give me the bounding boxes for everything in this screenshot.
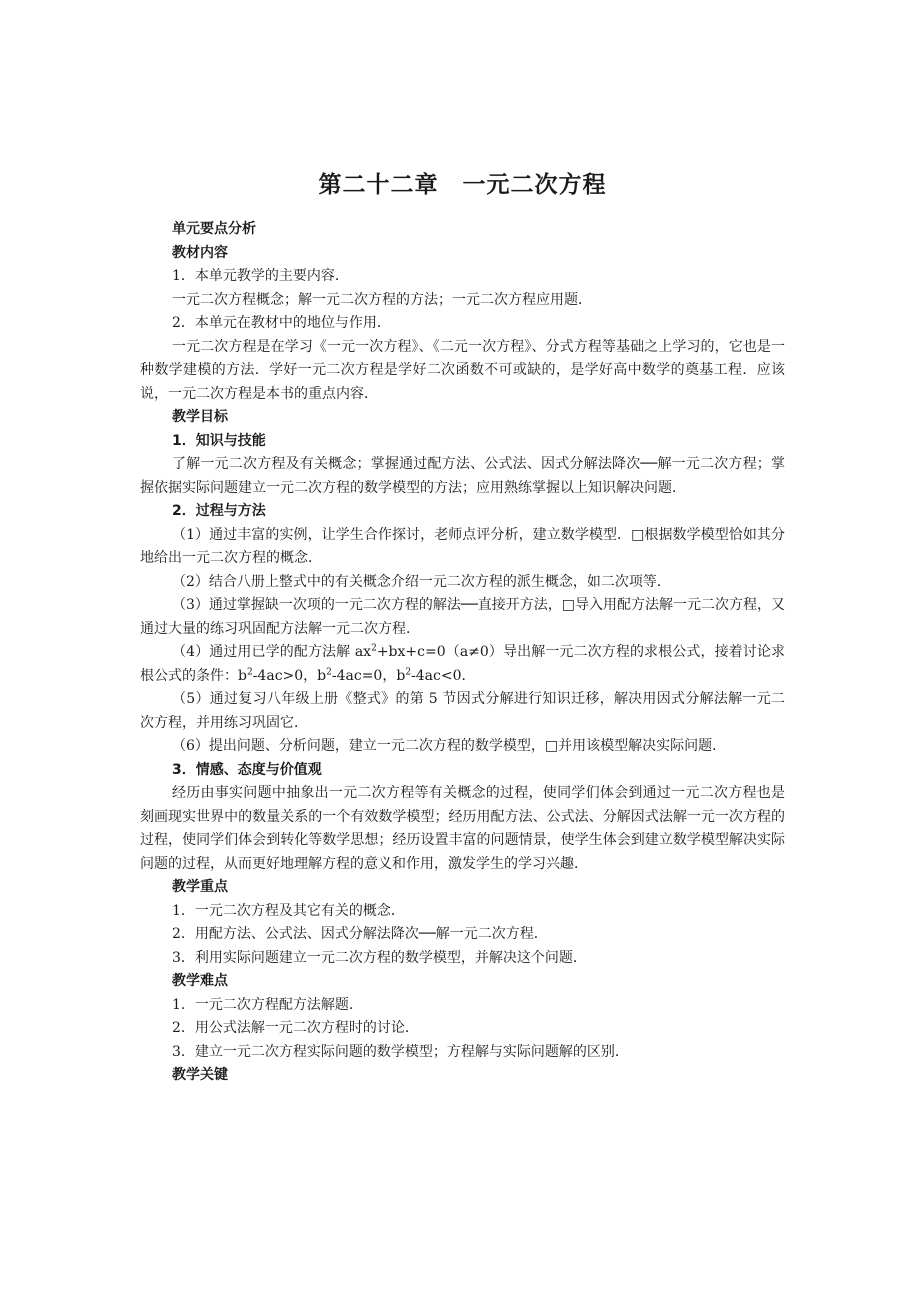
key-point-2: 2．用配方法、公式法、因式分解法降次──解一元二次方程．: [172, 926, 548, 942]
goal-2-paragraph-6: （6）提出问题、分析问题，建立一元二次方程的数学模型，□并用该模型解决实际问题．: [172, 738, 727, 754]
goal-2-p4-part-a: （4）通过用已学的配方法解 ax: [172, 644, 372, 660]
difficult-points-heading: 教学难点: [172, 973, 228, 989]
goal-2-p4-part-c: -4ac>0，b: [252, 667, 327, 684]
document-body: [140, 168, 785, 1088]
difficult-point-2: 2．用公式法解一元二次方程时的讨论．: [172, 1020, 419, 1036]
content-item-1-text: 一元二次方程概念；解一元二次方程的方法；一元二次方程应用题．: [172, 291, 592, 308]
content-item-2: 2．本单元在教材中的地位与作用．: [172, 315, 391, 331]
goal-3-heading: 3．情感、态度与价值观: [172, 761, 322, 778]
goal-2-paragraph-4: [140, 641, 785, 688]
chapter-title: 第二十二章 一元二次方程: [318, 172, 607, 198]
crux-heading: 教学关键: [172, 1067, 228, 1083]
difficult-point-3: 3．建立一元二次方程实际问题的数学模型；方程解与实际问题解的区别．: [172, 1043, 629, 1060]
key-points-heading: 教学重点: [172, 879, 228, 895]
goal-2-heading: 2．过程与方法: [172, 503, 266, 519]
goal-2-paragraph-2: （2）结合八册上整式中的有关概念介绍一元二次方程的派生概念，如二次项等．: [172, 573, 671, 590]
content-item-2-text: 一元二次方程是在学习《一元一次方程》、《二元一次方程》、分式方程等基础之上学习的，它也是一种数学建模的方法．学好一元二次方程是学好二次函数不可或缺的，是学好高中数学的奠基工程．应该说，一元二次方程是本书的重点内容．: [140, 338, 785, 402]
goal-2-p4-part-d: -4ac=0，b: [331, 667, 406, 684]
unit-analysis-heading: 单元要点分析: [172, 221, 256, 237]
superscript-2: 2: [371, 643, 377, 654]
superscript-2: 2: [326, 666, 332, 677]
goal-2-paragraph-1: （1）通过丰富的实例，让学生合作探讨，老师点评分析，建立数学模型．□根据数学模型恰如其分地给出一元二次方程的概念．: [140, 526, 785, 566]
content-heading: 教材内容: [172, 244, 228, 261]
goal-3-text: 经历由事实问题中抽象出一元二次方程等有关概念的过程，使同学们体会到通过一元二次方程也是刻画现实世界中的数量关系的一个有效数学模型；经历用配方法、公式法、分解因式法解一元一次方程的过程，使同学们体会到转化等数学思想；经历设置丰富的问题情景，使学生体会到建立数学模型解决实际问题的过程，从而更好地理解方程的意义和作用，激发学生的学习兴趣．: [140, 785, 785, 872]
goal-2-paragraph-5: （5）通过复习八年级上册《整式》的第 5 节因式分解进行知识迁移，解决用因式分解法解一元二次方程，并用练习巩固它．: [140, 691, 785, 731]
key-point-1: 1．一元二次方程及其它有关的概念．: [172, 902, 405, 919]
goal-1-text: 了解一元二次方程及有关概念；掌握通过配方法、公式法、因式分解法降次──解一元二次方程；掌握依据实际问题建立一元二次方程的数学模型的方法；应用熟练掌握以上知识解决问题．: [140, 456, 785, 496]
goals-heading: 教学目标: [172, 409, 228, 425]
superscript-2: 2: [246, 666, 253, 677]
superscript-2: 2: [405, 666, 412, 677]
goal-2-paragraph-3: （3）通过掌握缺一次项的一元二次方程的解法──直接开方法，□导入用配方法解一元二次方程，又通过大量的练习巩固配方法解一元二次方程．: [140, 597, 785, 637]
key-point-3: 3．利用实际问题建立一元二次方程的数学模型，并解决这个问题．: [172, 949, 587, 966]
goal-1-heading: 1．知识与技能: [172, 432, 266, 449]
goal-2-p4-part-e: -4ac<0．: [411, 667, 476, 684]
goal-2-p4-part-b: +bx+c=0（a≠0）导出解一元二次方程的求根公式，接着讨论求根公式的条件：b: [140, 644, 786, 684]
content-item-1: 1．本单元教学的主要内容．: [172, 268, 349, 284]
difficult-point-1: 1．一元二次方程配方法解题．: [172, 996, 363, 1013]
